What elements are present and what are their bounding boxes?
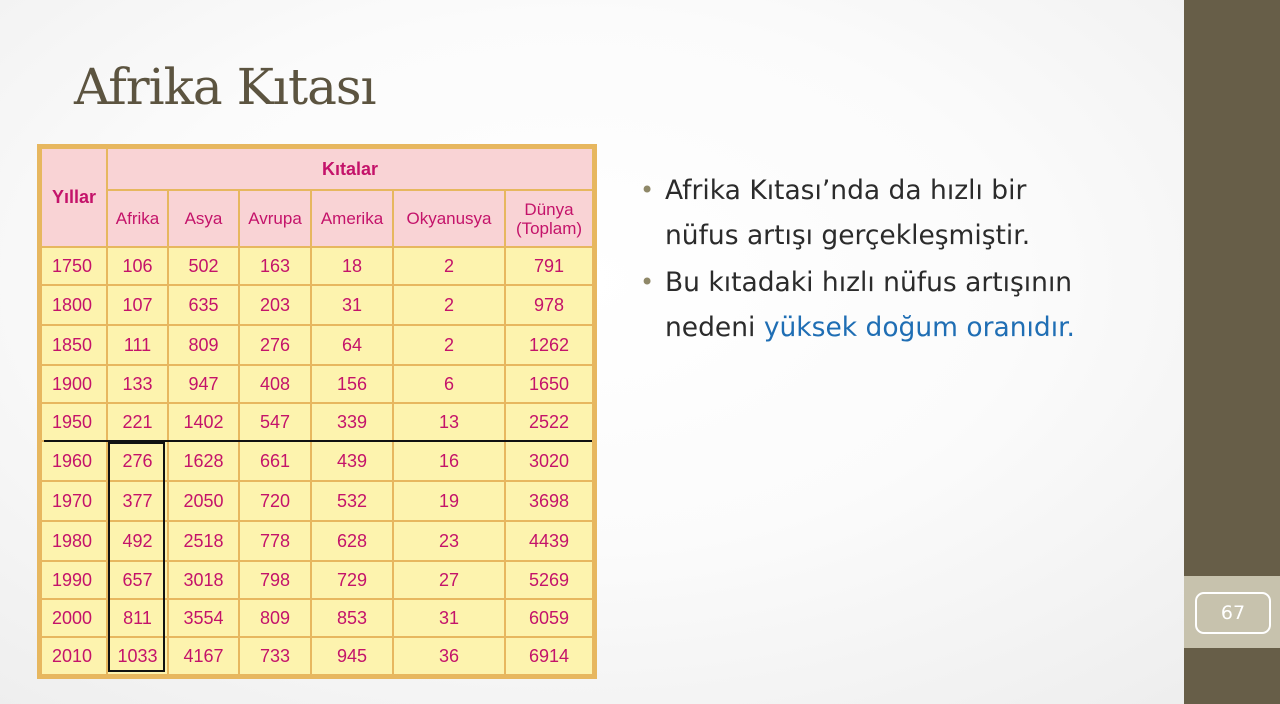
value-cell: 6914: [505, 637, 593, 675]
value-cell: 1262: [505, 325, 593, 365]
value-cell: 729: [311, 561, 393, 599]
value-cell: 221: [107, 403, 168, 441]
value-cell: 439: [311, 441, 393, 481]
value-cell: 2: [393, 325, 505, 365]
value-cell: 945: [311, 637, 393, 675]
bullet-dot-icon: •: [640, 268, 655, 296]
value-cell: 1628: [168, 441, 239, 481]
bullet-text: Afrika Kıtası’nda da hızlı bir nüfus artışı gerçekleşmiştir.: [665, 175, 1031, 251]
value-cell: 377: [107, 481, 168, 521]
value-cell: 2: [393, 285, 505, 325]
value-cell: 502: [168, 247, 239, 285]
value-cell: 2522: [505, 403, 593, 441]
value-cell: 778: [239, 521, 311, 561]
value-cell: 791: [505, 247, 593, 285]
year-cell: 1960: [41, 441, 107, 481]
col-header-afrika: Afrika: [107, 190, 168, 247]
value-cell: 657: [107, 561, 168, 599]
value-cell: 6059: [505, 599, 593, 637]
value-cell: 733: [239, 637, 311, 675]
value-cell: 853: [311, 599, 393, 637]
col-header-asya: Asya: [168, 190, 239, 247]
value-cell: 203: [239, 285, 311, 325]
year-cell: 1800: [41, 285, 107, 325]
table-row: [41, 247, 593, 285]
value-cell: 1650: [505, 365, 593, 403]
table-row: [41, 285, 593, 325]
year-cell: 2000: [41, 599, 107, 637]
col-header-okyanusya: Okyanusya: [393, 190, 505, 247]
value-cell: 23: [393, 521, 505, 561]
value-cell: 31: [311, 285, 393, 325]
value-cell: 339: [311, 403, 393, 441]
value-cell: 36: [393, 637, 505, 675]
year-cell: 1970: [41, 481, 107, 521]
value-cell: 6: [393, 365, 505, 403]
bullet-item: [640, 260, 1080, 350]
col-header-avrupa: Avrupa: [239, 190, 311, 247]
value-cell: 532: [311, 481, 393, 521]
value-cell: 798: [239, 561, 311, 599]
table-row: [41, 325, 593, 365]
value-cell: 133: [107, 365, 168, 403]
value-cell: 156: [311, 365, 393, 403]
value-cell: 3018: [168, 561, 239, 599]
value-cell: 4439: [505, 521, 593, 561]
year-cell: 1990: [41, 561, 107, 599]
value-cell: 106: [107, 247, 168, 285]
value-cell: 809: [168, 325, 239, 365]
year-cell: 2010: [41, 637, 107, 675]
table-row: [41, 365, 593, 403]
value-cell: 947: [168, 365, 239, 403]
value-cell: 5269: [505, 561, 593, 599]
value-cell: 3554: [168, 599, 239, 637]
value-cell: 163: [239, 247, 311, 285]
value-cell: 111: [107, 325, 168, 365]
value-cell: 3020: [505, 441, 593, 481]
value-cell: 1402: [168, 403, 239, 441]
value-cell: 720: [239, 481, 311, 521]
value-cell: 1033: [107, 637, 168, 675]
value-cell: 27: [393, 561, 505, 599]
value-cell: 661: [239, 441, 311, 481]
afrika-highlight-box: [108, 442, 165, 672]
value-cell: 2518: [168, 521, 239, 561]
value-cell: 2050: [168, 481, 239, 521]
table-row: [41, 403, 593, 441]
value-cell: 4167: [168, 637, 239, 675]
value-cell: 31: [393, 599, 505, 637]
value-cell: 978: [505, 285, 593, 325]
value-cell: 492: [107, 521, 168, 561]
header-years: Yıllar: [41, 148, 107, 247]
bullet-text: Bu kıtadaki hızlı nüfus artışının nedeni: [665, 267, 1073, 343]
value-cell: 107: [107, 285, 168, 325]
value-cell: 276: [239, 325, 311, 365]
value-cell: 811: [107, 599, 168, 637]
value-cell: 18: [311, 247, 393, 285]
value-cell: 276: [107, 441, 168, 481]
year-cell: 1850: [41, 325, 107, 365]
value-cell: 13: [393, 403, 505, 441]
slide-title: Afrika Kıtası: [74, 58, 376, 116]
value-cell: 809: [239, 599, 311, 637]
value-cell: 2: [393, 247, 505, 285]
header-continents: Kıtalar: [107, 148, 593, 190]
value-cell: 408: [239, 365, 311, 403]
col-header-dunya: Dünya (Toplam): [505, 190, 593, 247]
year-cell: 1900: [41, 365, 107, 403]
value-cell: 628: [311, 521, 393, 561]
col-header-amerika: Amerika: [311, 190, 393, 247]
value-cell: 3698: [505, 481, 593, 521]
bullet-highlight: yüksek doğum oranıdır.: [763, 312, 1075, 343]
bullet-item: [640, 168, 1080, 258]
bullet-dot-icon: •: [640, 176, 655, 204]
year-cell: 1750: [41, 247, 107, 285]
page-number: 67: [1195, 592, 1271, 634]
value-cell: 635: [168, 285, 239, 325]
value-cell: 16: [393, 441, 505, 481]
value-cell: 64: [311, 325, 393, 365]
year-cell: 1950: [41, 403, 107, 441]
value-cell: 19: [393, 481, 505, 521]
year-cell: 1980: [41, 521, 107, 561]
value-cell: 547: [239, 403, 311, 441]
bullet-list: [640, 168, 1080, 352]
